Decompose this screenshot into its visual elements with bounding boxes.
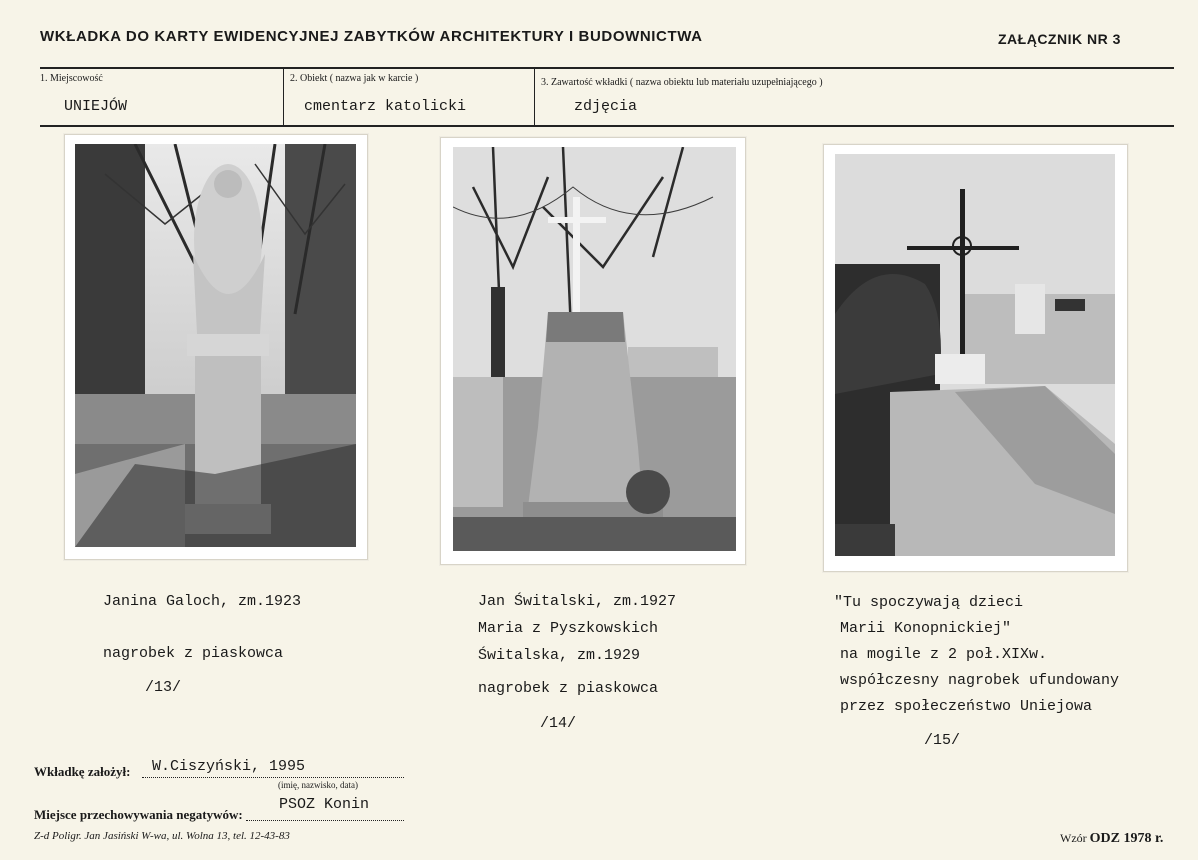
caption-3-line: przez społeczeństwo Uniejowa bbox=[840, 698, 1093, 715]
negatives-label: Miejsce przechowywania negatywów: bbox=[34, 807, 243, 822]
caption-3 bbox=[834, 590, 1119, 754]
caption-1 bbox=[103, 588, 301, 701]
form-model-prefix: Wzór bbox=[1060, 831, 1087, 845]
photo-3-grave-with-iron-cross bbox=[835, 154, 1115, 556]
caption-1-line: nagrobek z piaskowca bbox=[103, 645, 284, 662]
founder-label: Wkładkę założył: bbox=[34, 764, 131, 779]
form-model-code: ODZ 1978 r. bbox=[1089, 831, 1164, 846]
caption-1-line: Janina Galoch, zm.1923 bbox=[103, 593, 302, 610]
caption-2-line: Maria z Pyszkowskich bbox=[478, 620, 659, 637]
field-content-label: 3. Zawartość wkładki ( nazwa obiektu lub materiału uzupełniającego ) bbox=[541, 77, 823, 88]
caption-3-line: współczesny nagrobek ufundowany bbox=[840, 672, 1120, 689]
negatives-value: PSOZ Konin bbox=[279, 796, 370, 813]
caption-2-line: Świtalska, zm.1929 bbox=[478, 647, 641, 664]
printer-imprint: Z-d Poligr. Jan Jasiński W-wa, ul. Wolna 13, tel. 12-43-83 bbox=[34, 830, 290, 842]
caption-2-line: Jan Świtalski, zm.1927 bbox=[478, 593, 677, 610]
attachment-value: 3 bbox=[1112, 31, 1121, 47]
header-rule-top bbox=[40, 67, 1174, 69]
founder-value: W.Ciszyński, 1995 bbox=[152, 758, 306, 775]
caption-3-number: /15/ bbox=[924, 732, 961, 749]
field-place-label: 1. Miejscowość bbox=[40, 73, 103, 84]
caption-2-line: nagrobek z piaskowca bbox=[478, 680, 659, 697]
field-divider-2 bbox=[534, 69, 535, 125]
field-object-value: cmentarz katolicki bbox=[304, 98, 467, 115]
caption-3-line: na mogile z 2 poł.XIXw. bbox=[840, 646, 1048, 663]
founder-line bbox=[142, 777, 404, 778]
form-model bbox=[1060, 831, 1163, 847]
field-place-value: UNIEJÓW bbox=[64, 98, 128, 115]
photo-1-statue-tombstone bbox=[75, 144, 356, 547]
caption-3-line: Marii Konopnickiej" bbox=[840, 620, 1012, 637]
founder-hint: (imię, nazwisko, data) bbox=[278, 780, 358, 790]
caption-2 bbox=[478, 588, 676, 737]
caption-3-line: "Tu spoczywają dzieci bbox=[834, 594, 1024, 611]
photo-2-stone-with-cross bbox=[453, 147, 736, 551]
field-object-label: 2. Obiekt ( nazwa jak w karcie ) bbox=[290, 73, 419, 84]
caption-2-number: /14/ bbox=[540, 715, 577, 732]
negatives-line bbox=[246, 820, 404, 821]
form-title: WKŁADKA DO KARTY EWIDENCYJNEJ ZABYTKÓW ARCHITEKTURY I BUDOWNICTWA bbox=[40, 28, 703, 45]
attachment-number bbox=[998, 31, 1121, 47]
field-divider-1 bbox=[283, 69, 284, 125]
field-content-value: zdjęcia bbox=[574, 98, 638, 115]
header-rule-bottom bbox=[40, 125, 1174, 127]
attachment-label: ZAŁĄCZNIK NR bbox=[998, 31, 1109, 47]
caption-1-number: /13/ bbox=[145, 679, 182, 696]
